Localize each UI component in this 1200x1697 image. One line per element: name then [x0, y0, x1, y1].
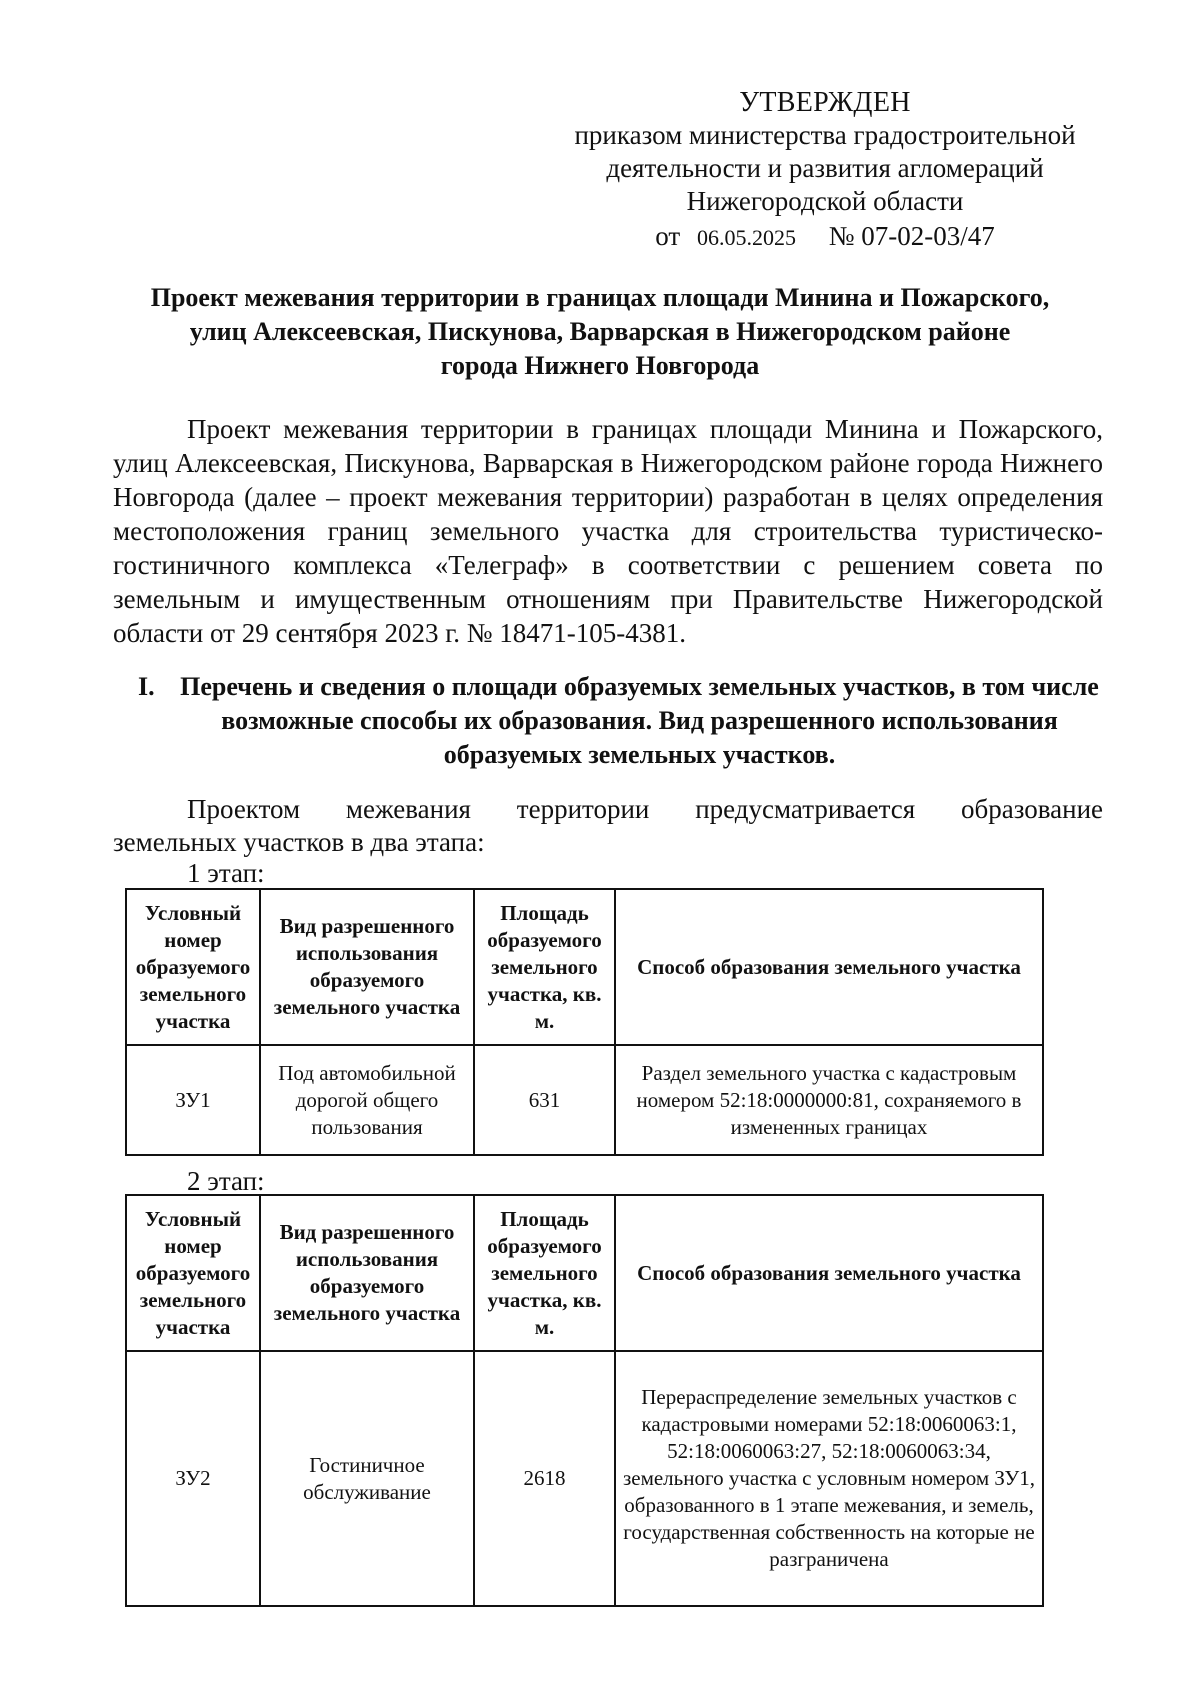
approval-line: деятельности и развития агломераций [606, 153, 1044, 183]
cell-formation-method: Раздел земельного участка с кадастровым номером 52:18:0000000:81, сохраняемого в измененных границах [615, 1045, 1043, 1155]
header-area: Площадь образуемого земельного участка, кв. м. [474, 889, 615, 1045]
table-header-row [126, 889, 1043, 1045]
header-area: Площадь образуемого земельного участка, кв. м. [474, 1195, 615, 1351]
table-row [126, 1045, 1043, 1155]
stage-2-table [125, 1194, 1044, 1607]
title-line: улиц Алексеевская, Пискунова, Варварская в Нижегородском районе [189, 317, 1011, 346]
approval-date: 06.05.2025 [696, 225, 796, 250]
cell-formation-method: Перераспределение земельных участков с кадастровыми номерами 52:18:0060063:1, 52:18:0060063:27, 52:18:0060063:34, земельного участка с условным номером ЗУ1, образованного в 1 этапе межевания, и земель, государственная собственность на которые не разграничена [615, 1351, 1043, 1606]
stage-1-label: 1 этап: [187, 858, 265, 888]
cell-plot-number: ЗУ1 [126, 1045, 260, 1155]
header-formation-method: Способ образования земельного участка [615, 889, 1043, 1045]
header-permitted-use: Вид разрешенного использования образуемого земельного участка [260, 889, 474, 1045]
approval-line: приказом министерства градостроительной [574, 120, 1076, 150]
stage-1-table [125, 888, 1044, 1156]
approval-stamp [545, 86, 1105, 254]
approval-line: Нижегородской области [686, 186, 964, 216]
date-prefix: от [655, 221, 681, 251]
cell-area: 2618 [474, 1351, 615, 1606]
cell-permitted-use: Под автомобильной дорогой общего пользования [260, 1045, 474, 1155]
paragraph-line: Проектом межевания территории предусматривается образование [187, 794, 1103, 824]
section-title: Перечень и сведения о площади образуемых земельных участков, в том числе возможные способы их образования. Вид разрешенного использования образуемых земельных участков. [180, 672, 1099, 769]
cell-area: 631 [474, 1045, 615, 1155]
section-number: I. [138, 672, 155, 701]
approval-number: № 07-02-03/47 [828, 221, 995, 251]
table-row [126, 1351, 1043, 1606]
header-plot-number: Условный номер образуемого земельного участка [126, 889, 260, 1045]
paragraph-line: земельных участков в два этапа: [113, 827, 485, 857]
title-line: Проект межевания территории в границах площади Минина и Пожарского, [150, 283, 1050, 312]
document-title [100, 281, 1100, 383]
header-permitted-use: Вид разрешенного использования образуемого земельного участка [260, 1195, 474, 1351]
header-formation-method: Способ образования земельного участка [615, 1195, 1043, 1351]
title-line: города Нижнего Новгорода [440, 351, 760, 380]
table-header-row [126, 1195, 1043, 1351]
approval-title: УТВЕРЖДЕН [739, 87, 911, 118]
section-heading [138, 670, 1103, 772]
stages-paragraph [113, 793, 1103, 859]
intro-paragraph: Проект межевания территории в границах площади Минина и Пожарского, улиц Алексеевская, Пискунова, Варварская в Нижегородском районе города Нижнего Новгорода (далее – проект межевания территории) разработан в целях определения местоположения границ земельного участка для строительства туристическо-гостиничного комплекса «Телеграф» в соответствии с решением совета по земельным и имущественным отношениям при Правительстве Нижегородской области от 29 сентября 2023 г. № 18471-105-4381. [113, 414, 1103, 648]
header-plot-number: Условный номер образуемого земельного участка [126, 1195, 260, 1351]
cell-plot-number: ЗУ2 [126, 1351, 260, 1606]
stage-2-label: 2 этап: [187, 1166, 265, 1196]
cell-permitted-use: Гостиничное обслуживание [260, 1351, 474, 1606]
approval-date-line [545, 220, 1105, 254]
